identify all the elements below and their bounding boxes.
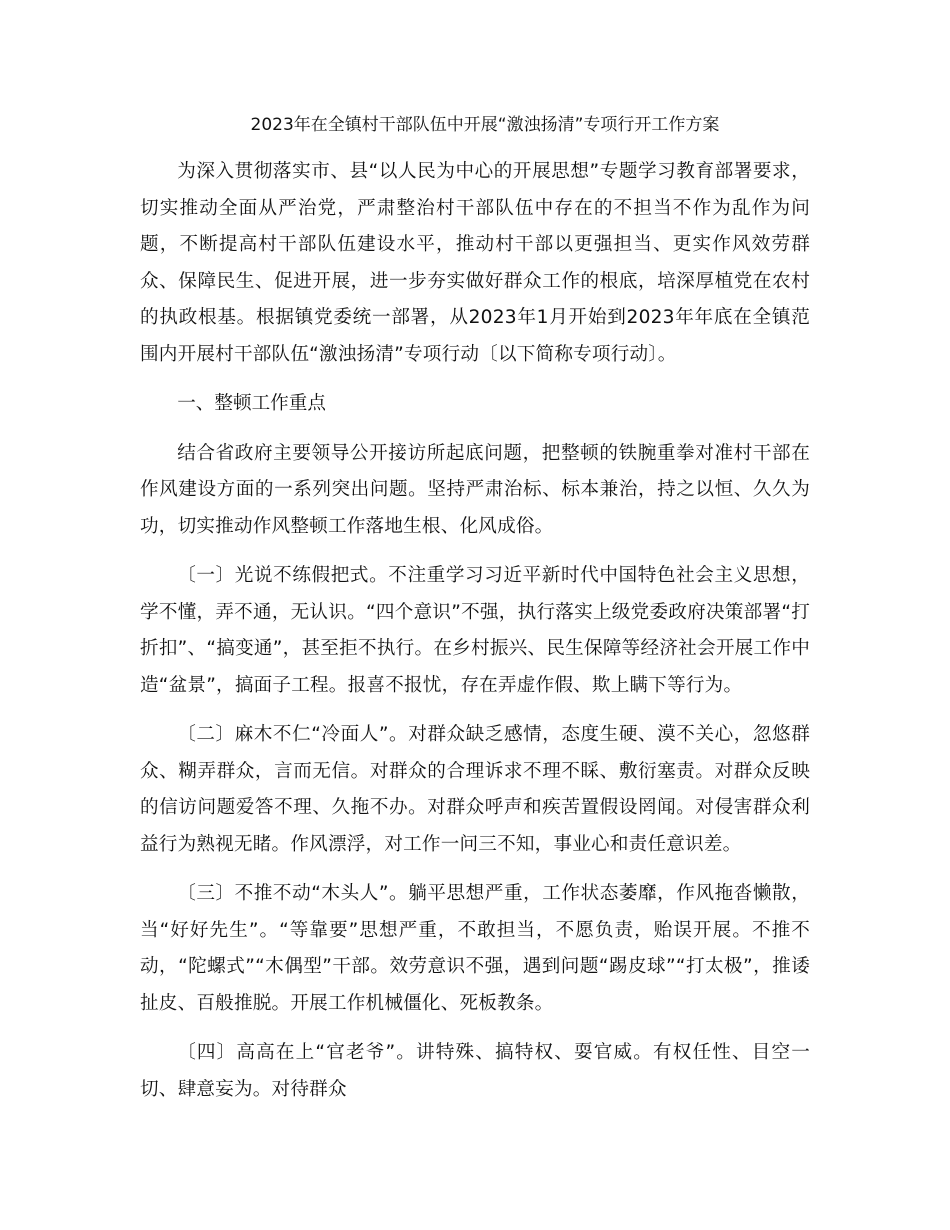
document-title: 2023年在全镇村干部队伍中开展“激浊扬清”专项行开工作方案 [250, 115, 720, 135]
item-4-paragraph: 〔四〕高高在上“官老爷”。讲特殊、搞特权、耍官威。有权任性、目空一切、肆意妄为。对待群众 [140, 1042, 810, 1100]
document-page [140, 108, 810, 1121]
item-3-paragraph: 〔三〕不推不动“木头人”。躺平思想严重，工作状态萎靡，作风拖沓懒散，当“好好先生”。“等靠要”思想严重，不敢担当，不愿负责，贻误开展。不推不动，“陀螺式”“木偶型”干部。效劳意识不强，遇到问题“踢皮球”“打太极”，推诿扯皮、百般推脱。开展工作机械僵化、死板教条。 [140, 883, 810, 1014]
item-2-paragraph: 〔二〕麻木不仁“冷面人”。对群众缺乏感情，态度生硬、漠不关心，忽悠群众、糊弄群众，言而无信。对群众的合理诉求不理不睬、敷衍塞责。对群众反映的信访问题爱答不理、久拖不办。对群众呼声和疾苦置假设罔闻。对侵害群众利益行为熟视无睹。作风漂浮，对工作一问三不知，事业心和责任意识差。 [140, 724, 810, 855]
intro-paragraph: 为深入贯彻落实市、县“以人民为中心的开展思想”专题学习教育部署要求，切实推动全面从严治党，严肃整治村干部队伍中存在的不担当不作为乱作为问题，不断提高村干部队伍建设水平，推动村干部以更强担当、更实作风效劳群众、保障民生、促进开展，进一步夯实做好群众工作的根底，培深厚植党在农村的执政根基。根据镇党委统一部署，从2023年1月开始到2023年年底在全镇范围内开展村干部队伍“激浊扬清”专项行动〔以下简称专项行动〕。 [140, 161, 810, 365]
section-1-paragraph: 结合省政府主要领导公开接访所起底问题，把整顿的铁腕重拳对准村干部在作风建设方面的一系列突出问题。坚持严肃治标、标本兼治，持之以恒、久久为功，切实推动作风整顿工作落地生根、化风成俗。 [140, 442, 810, 537]
section-heading-1: 一、整顿工作重点 [177, 393, 326, 414]
item-1-paragraph: 〔一〕光说不练假把式。不注重学习习近平新时代中国特色社会主义思想，学不懂，弄不通，无认识。“四个意识”不强，执行落实上级党委政府决策部署“打折扣”、“搞变通”，甚至拒不执行。在乡村振兴、民生保障等经济社会开展工作中造“盆景”，搞面子工程。报喜不报忧，存在弄虚作假、欺上瞒下等行为。 [140, 565, 810, 696]
